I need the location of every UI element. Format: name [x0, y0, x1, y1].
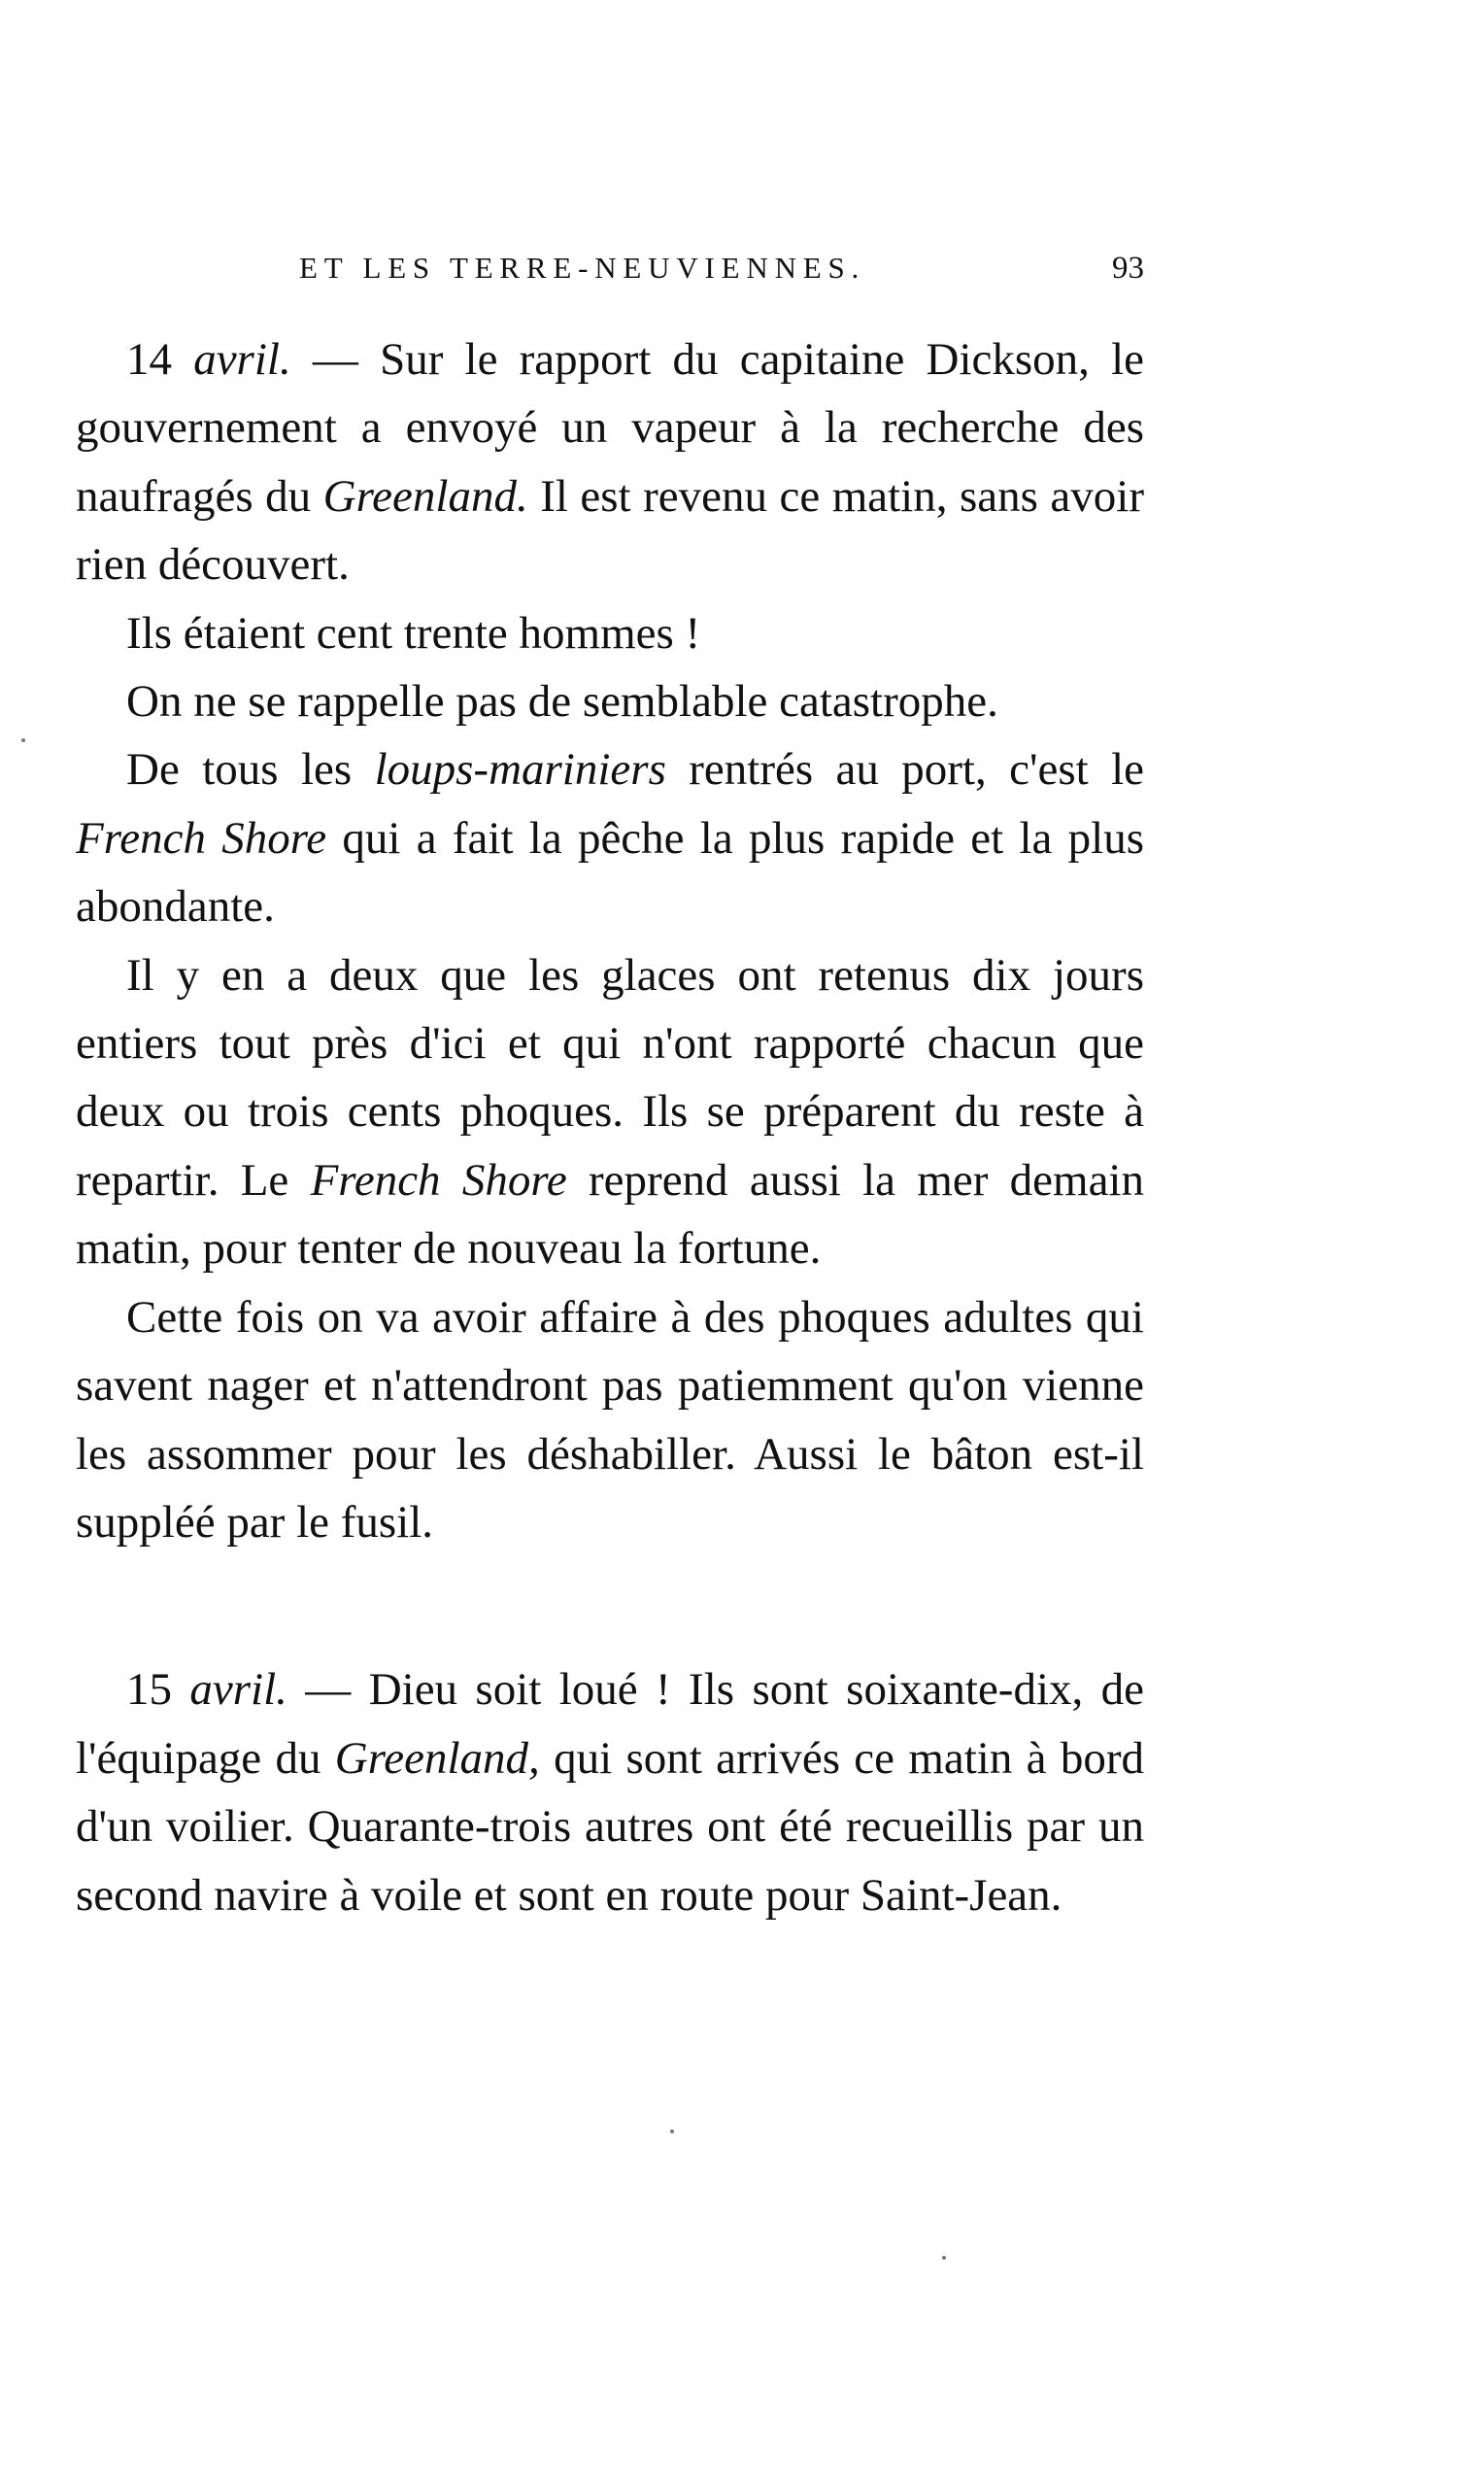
text-run: qui sont arrivés ce matin à bord d'un voilier. Quarante-trois autres ont été recueillis par un second navire à voile et sont en route pour Saint-Jean.: [76, 1732, 1144, 1921]
italic-text: French Shore: [76, 812, 327, 864]
running-head: [76, 251, 1144, 290]
paper-speck: [942, 2256, 946, 2260]
text-run: — Dieu soit loué ! Ils sont soixante-dix, de l'équipage du: [76, 1664, 1145, 1784]
text-run: De tous les: [126, 744, 375, 796]
text-run: Cette fois on va avoir affaire à des phoques adultes qui savent nager et n'attendront pas patiemment qu'on vienne les assommer pour les déshabiller. Aussi le bâton est-il suppléé par le fusil.: [76, 1291, 1144, 1548]
paragraph: [76, 941, 1144, 1283]
text-run: 14: [126, 334, 194, 385]
text-run: On ne se rappelle pas de semblable catastrophe.: [126, 676, 998, 728]
text-run: Ils étaient cent trente hommes !: [126, 607, 701, 659]
text-run: — Sur le rapport du capitaine Dickson, le gouvernement a envoyé un vapeur à la recherche des naufragés du: [76, 334, 1145, 522]
italic-text: Greenland.: [322, 470, 528, 522]
paragraph: [76, 599, 1144, 667]
paragraph: [76, 667, 1144, 735]
italic-text: avril.: [189, 1664, 287, 1716]
italic-text: French Shore: [310, 1154, 567, 1206]
paper-speck: [670, 2129, 674, 2133]
paragraph: [76, 1283, 1144, 1557]
paper-speck: [21, 738, 25, 742]
running-title: ET LES TERRE-NEUVIENNES.: [299, 251, 866, 285]
text-run: 15: [126, 1664, 190, 1716]
body-text: [76, 325, 1144, 1929]
text-run: Il est revenu ce matin, sans avoir rien découvert.: [76, 470, 1144, 591]
text-run: rentrés au port, c'est le: [665, 744, 1144, 796]
italic-text: loups-mariniers: [374, 744, 666, 796]
paragraph-april-14: [76, 325, 1144, 599]
page-number: 93: [1112, 251, 1144, 286]
italic-text: Greenland,: [334, 1732, 540, 1784]
paragraph-april-15: [76, 1655, 1144, 1929]
text-run: qui a fait la pêche la plus rapide et la plus abondante.: [76, 812, 1144, 933]
text-run: Il y en a deux que les glaces ont retenus dix jours entiers tout près d'ici et qui n'ont rapporté chacun que deux ou trois cents phoques. Ils se préparent du reste à repartir. Le: [76, 949, 1144, 1206]
text-run: reprend aussi la mer demain matin, pour tenter de nouveau la fortune.: [76, 1154, 1144, 1275]
paragraph: [76, 735, 1144, 940]
italic-text: avril.: [193, 334, 291, 385]
